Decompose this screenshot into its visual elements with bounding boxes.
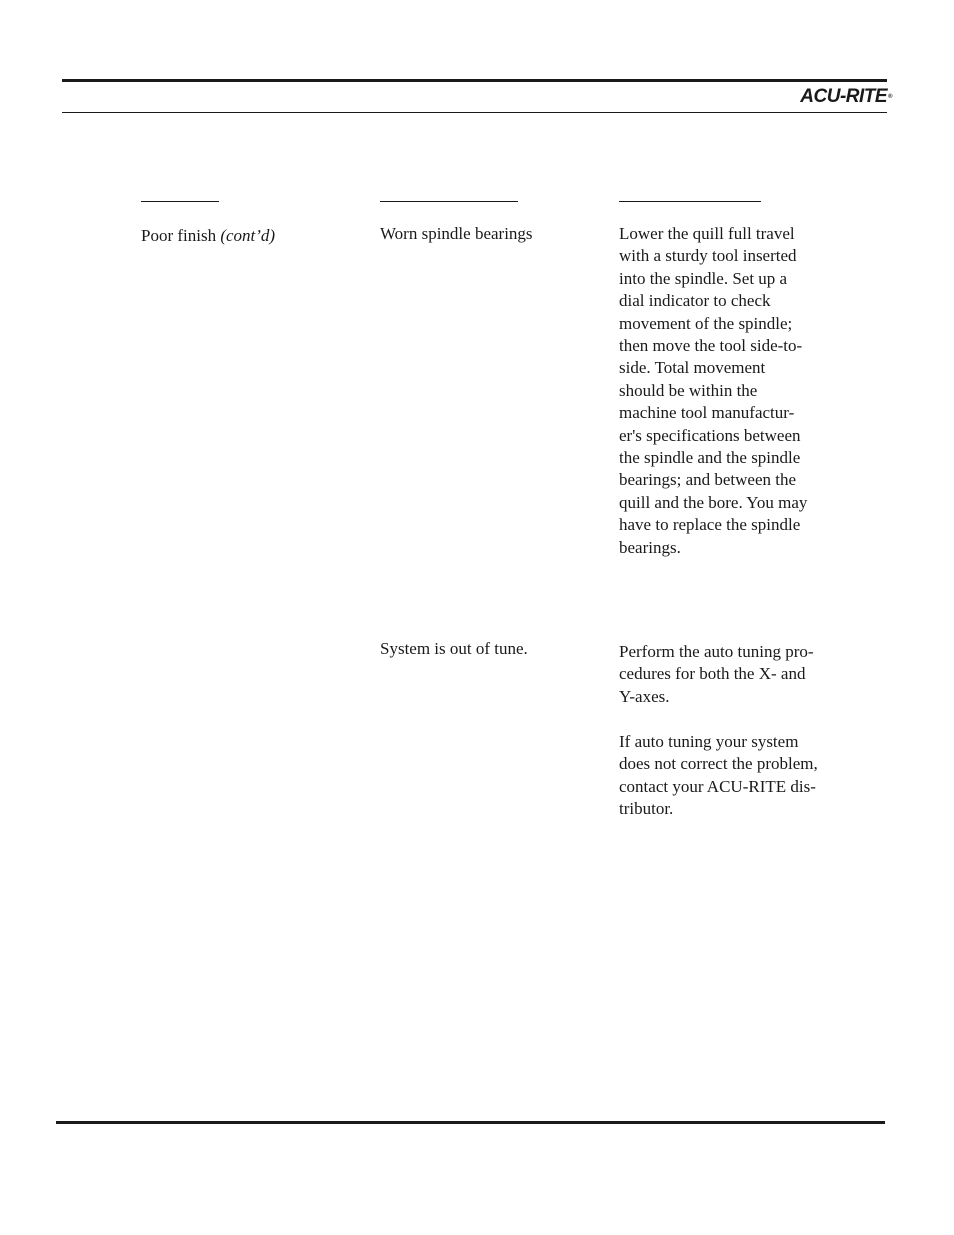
solution-line: Y-axes. <box>619 686 670 706</box>
problem-text: Poor finish <box>141 226 217 245</box>
solution-auto-tuning <box>619 641 844 708</box>
solution-line: the spindle and the spindle <box>619 448 801 468</box>
solution-line: side. Total movement <box>619 358 766 378</box>
column-2-heading-rule <box>380 201 518 202</box>
header-rule-thin <box>62 112 887 113</box>
solution-line: quill and the bore. You may <box>619 492 808 512</box>
solution-line: tributor. <box>619 799 674 819</box>
solution-line: have to replace the spindle <box>619 515 801 535</box>
solution-line: with a sturdy tool inserted <box>619 246 797 266</box>
column-3-heading-rule <box>619 201 761 202</box>
footer-rule <box>56 1121 885 1124</box>
problem-cell <box>141 225 275 247</box>
solution-line: Lower the quill full travel <box>619 224 795 243</box>
solution-line: movement of the spindle; <box>619 313 793 333</box>
cause-worn-spindle-bearings: Worn spindle bearings <box>380 224 533 243</box>
logo-text: ACU-RITE <box>800 86 888 107</box>
solution-line: bearings. <box>619 537 681 557</box>
cause-system-out-of-tune: System is out of tune. <box>380 639 528 658</box>
solution-line: dial indicator to check <box>619 291 771 311</box>
solution-line: Perform the auto tuning pro- <box>619 642 814 661</box>
solution-line: machine tool manufactur- <box>619 403 795 423</box>
solution-line: bearings; and between the <box>619 470 797 490</box>
registered-mark: ® <box>888 94 892 100</box>
solution-line: should be within the <box>619 380 758 400</box>
solution-line: does not correct the problem, <box>619 754 818 774</box>
solution-line: er's specifications between <box>619 425 801 445</box>
solution-line: If auto tuning your system <box>619 732 799 751</box>
solution-contact-distributor <box>619 731 844 821</box>
problem-note: (cont’d) <box>220 226 276 245</box>
solution-line: then move the tool side-to- <box>619 336 803 356</box>
acu-rite-logo <box>800 86 892 108</box>
solution-line: contact your ACU-RITE dis- <box>619 776 816 796</box>
header-rule-thick <box>62 79 887 82</box>
solution-worn-spindle-bearings <box>619 223 844 559</box>
solution-line: into the spindle. Set up a <box>619 268 788 288</box>
solution-line: cedures for both the X- and <box>619 664 806 684</box>
column-1-heading-rule <box>141 201 219 202</box>
